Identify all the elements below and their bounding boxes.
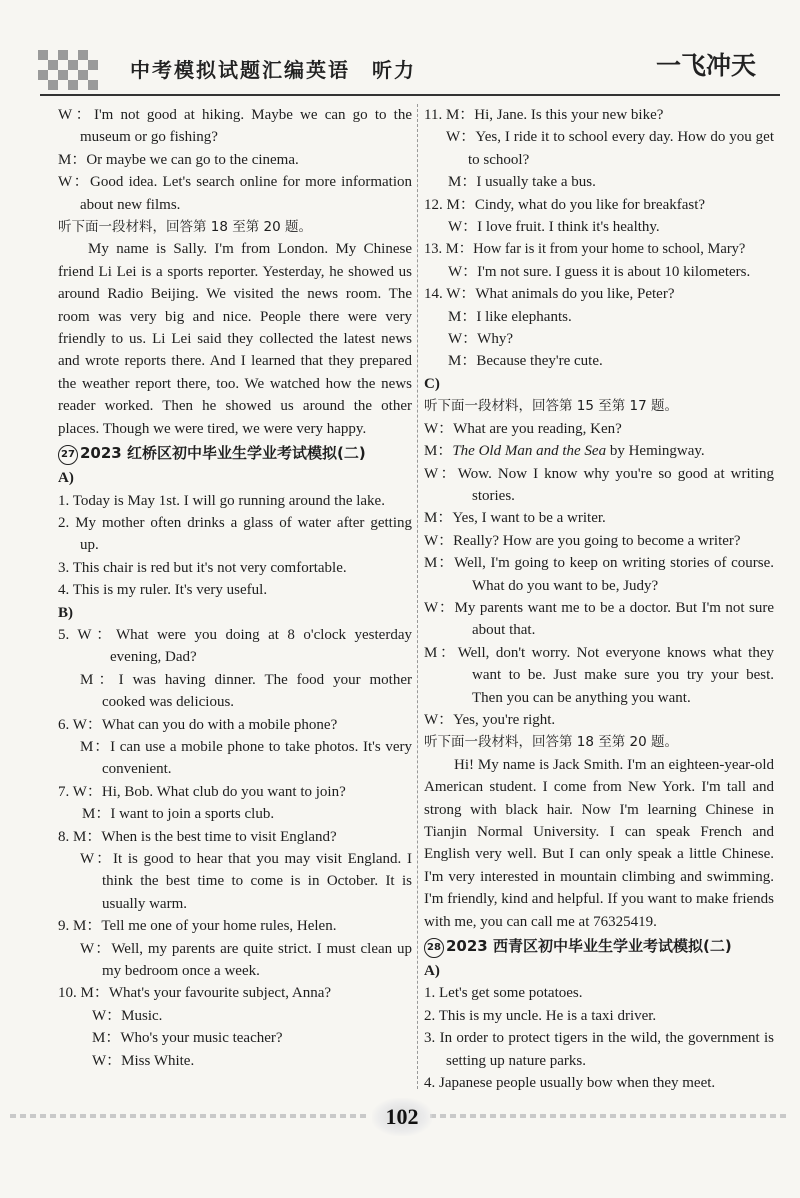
header-divider xyxy=(40,94,780,96)
question-item: 3. This chair is red but it's not very comfortable. xyxy=(58,559,347,576)
dialogue-line: 9. M：Tell me one of your home rules, Helen. xyxy=(58,918,337,935)
dialogue-line: W：My parents want me to be a doctor. But I'm not sure about that. xyxy=(424,599,774,639)
section-title-27 xyxy=(58,442,412,465)
instruction-text: 听下面一段材料，回答第 18 至第 20 题。 xyxy=(58,219,313,236)
dialogue-line: W：Well, my parents are quite strict. I must clean up my bedroom once a week. xyxy=(80,940,412,980)
dialogue-line: M：I usually take a bus. xyxy=(448,174,596,191)
dialogue-line: W：Music. xyxy=(92,1007,163,1024)
passage-text: My name is Sally. I'm from London. My Chinese friend Li Lei is a sports reporter. Yesterday, he showed us around Radio Beijing. We visited the news room. The room was very big and nice. People there were very friendly to us. Li Lei said they collected the latest news and wrote reports there. And I learned that they prepared the weather report there, too. We watched how the news reader worked. Then he showed us around the other places. Though we were tired, we were very happy. xyxy=(58,241,412,437)
dialogue-line xyxy=(424,440,774,462)
dialogue-line: M：Who's your music teacher? xyxy=(92,1030,283,1047)
instruction-text: 听下面一段材料，回答第 18 至第 20 题。 xyxy=(424,734,679,751)
question-item: 4. This is my ruler. It's very useful. xyxy=(58,582,268,599)
dialogue-line: W：Really? How are you going to become a writer? xyxy=(424,532,741,549)
dialogue-line: W：Yes, I ride it to school every day. How do you get to school? xyxy=(446,129,774,168)
part-label: B) xyxy=(58,604,73,621)
speaker-label: M： xyxy=(424,443,453,460)
dialogue-line: 6. W：What can you do with a mobile phone? xyxy=(58,716,338,733)
checker-pattern-icon xyxy=(38,50,100,90)
section-number: 28 xyxy=(424,938,444,958)
part-label: A) xyxy=(58,470,74,487)
footer-wave-right xyxy=(430,1114,790,1118)
question-item: 2. This is my uncle. He is a taxi driver. xyxy=(424,1007,657,1024)
instruction-text: 听下面一段材料，回答第 15 至第 17 题。 xyxy=(424,398,679,415)
section-title-text: 2023 红桥区初中毕业生学业考试模拟(二) xyxy=(80,444,366,463)
book-title xyxy=(130,54,416,83)
section-title-28 xyxy=(424,935,774,958)
dialogue-line: M：Well, I'm going to keep on writing stories of course. What do you want to be, Judy? xyxy=(424,555,774,594)
part-label: C) xyxy=(424,375,440,392)
book-title-italic: The Old Man and the Sea xyxy=(452,443,607,460)
dialogue-line: M：Well, don't worry. Not everyone knows what they want to be. Just make sure you try your best. Then you can be anything you want. xyxy=(424,644,774,706)
question-item: 1. Let's get some potatoes. xyxy=(424,985,583,1002)
dialogue-line: W：Good idea. Let's search online for more information about new films. xyxy=(58,174,412,213)
dialogue-line: 14. W：What animals do you like, Peter? xyxy=(424,286,675,303)
dialogue-line: M：I like elephants. xyxy=(448,308,572,325)
question-item: 1. Today is May 1st. I will go running around the lake. xyxy=(58,492,385,509)
right-column xyxy=(424,104,774,1094)
dialogue-text: by Hemingway. xyxy=(606,443,705,460)
dialogue-line: M：I can use a mobile phone to take photos. It's very convenient. xyxy=(80,738,412,778)
question-item: 2. My mother often drinks a glass of water after getting up. xyxy=(58,514,412,554)
dialogue-line: W：I love fruit. I think it's healthy. xyxy=(448,219,660,236)
dialogue-line: M：Or maybe we can go to the cinema. xyxy=(58,151,299,168)
dialogue-line: W：I'm not good at hiking. Maybe we can go to the museum or go fishing? xyxy=(58,107,412,146)
brand-logo: 一飞冲天 xyxy=(656,51,757,80)
column-divider xyxy=(417,104,418,1089)
dialogue-line: 10. M：What's your favourite subject, Anna? xyxy=(58,985,332,1002)
footer-wave-left xyxy=(10,1114,370,1118)
dialogue-line: M：Yes, I want to be a writer. xyxy=(424,510,606,527)
page-number: 102 xyxy=(372,1098,432,1136)
dialogue-line: W：Why? xyxy=(448,331,513,348)
book-subtitle: 听力 xyxy=(372,58,416,82)
dialogue-line: W：It is good to hear that you may visit England. I think the best time to come is in October. It is usually warm. xyxy=(80,851,412,912)
dialogue-line: W：Miss White. xyxy=(92,1052,195,1069)
dialogue-line: W：I'm not sure. I guess it is about 10 kilometers. xyxy=(448,263,751,280)
dialogue-line: W：What are you reading, Ken? xyxy=(424,420,622,437)
dialogue-line: M：I was having dinner. The food your mother cooked was delicious. xyxy=(80,671,412,711)
question-item: 3. In order to protect tigers in the wild, the government is setting up nature parks. xyxy=(424,1030,774,1069)
dialogue-line: W：Yes, you're right. xyxy=(424,711,556,728)
left-column xyxy=(58,104,412,1072)
dialogue-line: 13. M：How far is it from your home to school, Mary? xyxy=(424,241,746,258)
passage-text: Hi! My name is Jack Smith. I'm an eighteen-year-old American student. I come from New York. I'm tall and strong with black hair. Now I'm learning Chinese in Tianjin Normal University. I can speak French and English very well. But I can only speak a little Chinese. I'm very interested in mountain climbing and swimming. I'm friendly, kind and helpful. If you want to make friends with me, you can call me at 76325419. xyxy=(424,756,774,930)
book-title-text: 中考模拟试题汇编英语 xyxy=(130,58,350,82)
dialogue-line: W：Wow. Now I know why you're so good at writing stories. xyxy=(424,465,774,504)
section-title-text: 2023 西青区初中毕业生学业考试模拟(二) xyxy=(446,937,732,956)
dialogue-line: M：Because they're cute. xyxy=(448,353,603,370)
section-number: 27 xyxy=(58,445,78,465)
dialogue-line: 8. M：When is the best time to visit England? xyxy=(58,828,337,845)
question-item: 4. Japanese people usually bow when they meet. xyxy=(424,1075,716,1092)
dialogue-line: 5. W：What were you doing at 8 o'clock yesterday evening, Dad? xyxy=(58,626,412,666)
dialogue-line: 12. M：Cindy, what do you like for breakfast? xyxy=(424,196,706,213)
dialogue-line: 7. W：Hi, Bob. What club do you want to join? xyxy=(58,783,346,800)
page-header xyxy=(0,0,800,96)
dialogue-line: 11. M：Hi, Jane. Is this your new bike? xyxy=(424,107,664,123)
dialogue-line: M：I want to join a sports club. xyxy=(82,806,275,823)
part-label: A) xyxy=(424,963,440,980)
